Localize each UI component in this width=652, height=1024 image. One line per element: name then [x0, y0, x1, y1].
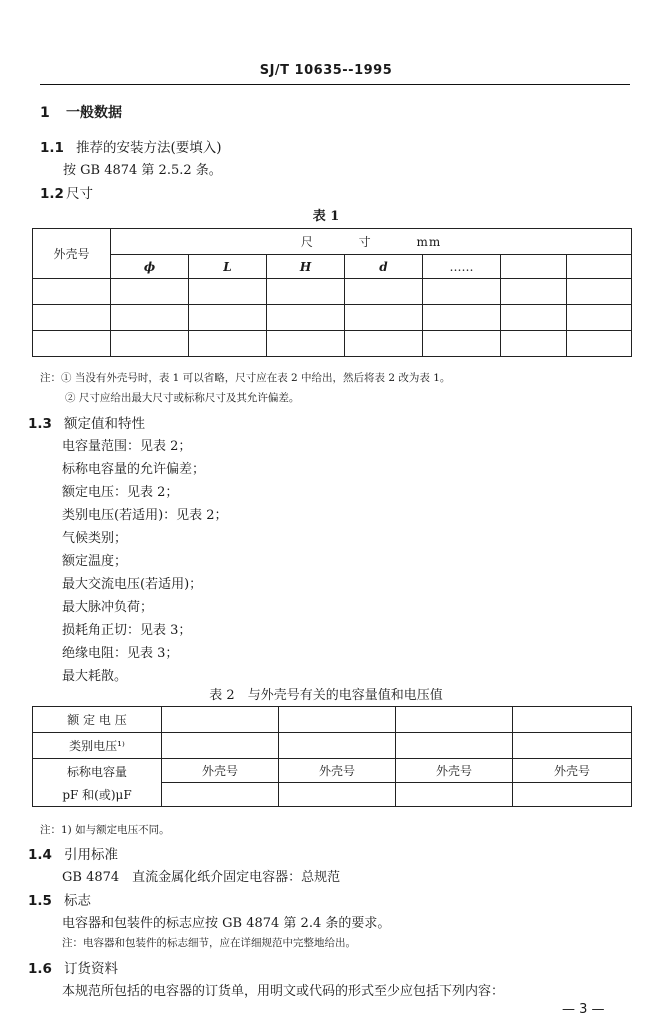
list-item: 额定电压：见表 2； [62, 485, 179, 500]
list-item: 类别电压(若适用)：见表 2； [62, 508, 228, 523]
section-1-1-text: 按 GB 4874 第 2.5.2 条。 [63, 163, 222, 178]
table-2-capacitance-label [33, 759, 162, 807]
table-2-case-col: 外壳号 [396, 759, 513, 783]
section-1-4-text: GB 4874 直流金属化纸介固定电容器：总规范 [62, 870, 341, 885]
section-1-4-title: 引用标准 [64, 847, 118, 863]
list-item: 最大脉冲负荷； [62, 600, 154, 615]
section-1-2-number: 1.2 [40, 186, 64, 202]
page-number: — 3 — [562, 1002, 605, 1017]
header-rule [40, 84, 630, 85]
section-1-number: 1 [40, 105, 50, 121]
table-1-dimension-header [111, 229, 632, 255]
table-2-category-voltage-label: 类别电压¹⁾ [33, 733, 162, 759]
list-item: 气候类别； [62, 531, 128, 546]
table-2 [32, 706, 632, 807]
list-item: 标称电容量的允许偏差； [62, 462, 206, 477]
capacitance-label-line-2: pF 和(或)μF [62, 787, 132, 802]
section-1-3-heading [28, 412, 145, 432]
table-1-col-blank [501, 255, 567, 279]
section-1-1-title: 推荐的安装方法(要填入) [76, 140, 222, 156]
section-1-1-number: 1.1 [40, 140, 64, 156]
table-1-col-blank [567, 255, 632, 279]
section-1-4-number: 1.4 [28, 847, 52, 863]
table-1-col-h: H [267, 255, 345, 279]
table-1 [32, 228, 632, 357]
section-1-6-number: 1.6 [28, 961, 52, 977]
table-1-col-d: d [345, 255, 423, 279]
section-1-2-heading [40, 182, 93, 202]
section-1-heading [40, 102, 122, 122]
list-item: 损耗角正切：见表 3； [62, 623, 192, 638]
table-1-caption: 表 1 [312, 209, 340, 224]
table-1-col-phi: ϕ [111, 255, 189, 279]
section-1-6-text: 本规范所包括的电容器的订货单，用明文或代码的形式至少应包括下列内容： [62, 984, 505, 999]
table-2-case-col: 外壳号 [279, 759, 396, 783]
table-1-row [33, 331, 632, 357]
list-item: 电容量范围：见表 2； [62, 439, 192, 454]
table-1-col-l: L [189, 255, 267, 279]
section-1-3-number: 1.3 [28, 416, 52, 432]
dimension-header-text: 尺 寸 mm [300, 235, 442, 249]
section-1-1-heading [40, 136, 222, 156]
table-1-row [33, 279, 632, 305]
section-1-2-title: 尺寸 [66, 186, 93, 202]
section-1-5-number: 1.5 [28, 893, 52, 909]
section-1-5-text: 电容器和包装件的标志应按 GB 4874 第 2.4 条的要求。 [62, 916, 391, 931]
section-1-6-heading [28, 957, 118, 977]
table-1-col-ellipsis: …… [423, 255, 501, 279]
list-item: 绝缘电阻：见表 3； [62, 646, 179, 661]
table-2-note: 注：1) 如与额定电压不同。 [40, 824, 170, 836]
table-1-note-2: ② 尺寸应给出最大尺寸或标称尺寸及其允许偏差。 [65, 392, 300, 404]
standard-code: SJ/T 10635--1995 [259, 63, 393, 78]
capacitance-label-line-1: 标称电容量 [66, 764, 127, 779]
table-2-caption: 表 2 与外壳号有关的电容量值和电压值 [209, 688, 443, 703]
list-item: 最大交流电压(若适用)； [62, 577, 203, 592]
section-1-5-title: 标志 [64, 893, 91, 909]
section-1-3-title: 额定值和特性 [64, 416, 145, 432]
table-2-case-col: 外壳号 [162, 759, 279, 783]
section-1-6-title: 订货资料 [64, 961, 118, 977]
section-1-5-note: 注：电容器和包装件的标志细节，应在详细规范中完整地给出。 [62, 937, 356, 949]
list-item: 最大耗散。 [62, 669, 128, 684]
table-1-case-header: 外壳号 [33, 229, 111, 279]
table-2-case-col: 外壳号 [513, 759, 632, 783]
list-item: 额定温度； [62, 554, 128, 569]
section-1-4-heading [28, 843, 118, 863]
table-1-note-1: 注：① 当没有外壳号时，表 1 可以省略，尺寸应在表 2 中给出，然后将表 2 改为表 1。 [40, 372, 451, 384]
table-2-rated-voltage-label: 额 定 电 压 [33, 707, 162, 733]
table-1-row [33, 305, 632, 331]
section-1-5-heading [28, 889, 91, 909]
section-1-title: 一般数据 [66, 105, 122, 121]
